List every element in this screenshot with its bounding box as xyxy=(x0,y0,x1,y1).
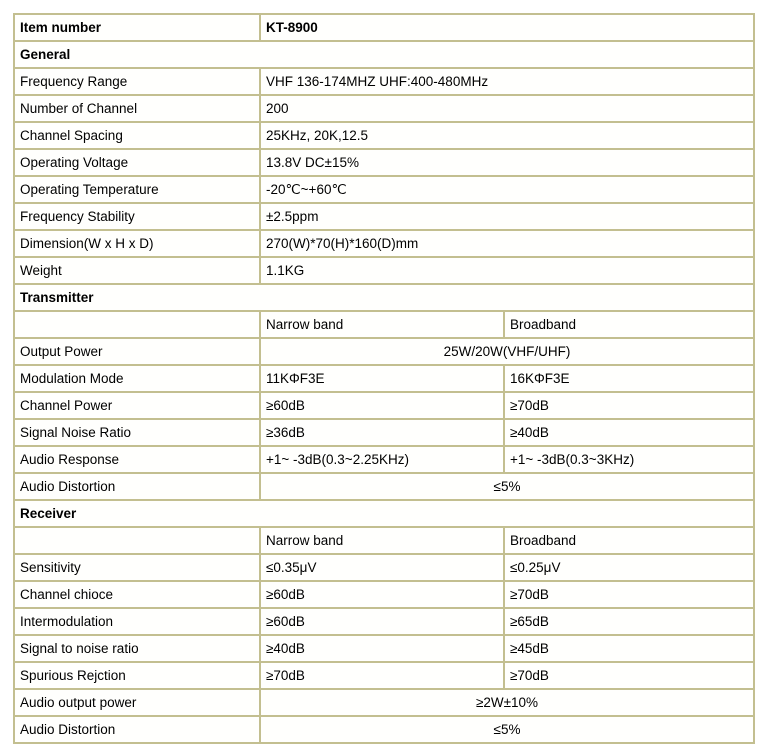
row-value: KT-8900 xyxy=(260,14,754,41)
row-value-broadband: ≥65dB xyxy=(504,608,754,635)
row-value-merged: 25W/20W(VHF/UHF) xyxy=(260,338,754,365)
row-label-blank xyxy=(14,311,260,338)
row-label: Signal Noise Ratio xyxy=(14,419,260,446)
row-value-broadband: ≥70dB xyxy=(504,662,754,689)
column-header-broadband: Broadband xyxy=(504,527,754,554)
table-row xyxy=(14,635,754,662)
table-row xyxy=(14,662,754,689)
table-row xyxy=(14,419,754,446)
table-row xyxy=(14,608,754,635)
row-value: VHF 136-174MHZ UHF:400-480MHz xyxy=(260,68,754,95)
row-value-broadband: ≤0.25μV xyxy=(504,554,754,581)
row-label: Frequency Range xyxy=(14,68,260,95)
row-value-broadband: ≥70dB xyxy=(504,581,754,608)
row-value-merged: ≤5% xyxy=(260,473,754,500)
row-label: Channel chioce xyxy=(14,581,260,608)
row-label: Channel Power xyxy=(14,392,260,419)
table-row xyxy=(14,95,754,122)
table-row xyxy=(14,716,754,743)
table-row xyxy=(14,500,754,527)
table-row xyxy=(14,122,754,149)
table-row xyxy=(14,41,754,68)
specifications-table xyxy=(13,13,755,744)
row-value-narrow-band: ≥60dB xyxy=(260,392,504,419)
row-value-broadband: 16KΦF3E xyxy=(504,365,754,392)
row-label: Audio Distortion xyxy=(14,473,260,500)
row-value-merged: ≤5% xyxy=(260,716,754,743)
row-label: Operating Temperature xyxy=(14,176,260,203)
row-label: Output Power xyxy=(14,338,260,365)
table-row xyxy=(14,689,754,716)
table-row xyxy=(14,68,754,95)
row-value-narrow-band: ≥36dB xyxy=(260,419,504,446)
row-value-narrow-band: ≥70dB xyxy=(260,662,504,689)
row-label: Spurious Rejction xyxy=(14,662,260,689)
row-label: Signal to noise ratio xyxy=(14,635,260,662)
row-value: 1.1KG xyxy=(260,257,754,284)
row-label: Dimension(W x H x D) xyxy=(14,230,260,257)
row-label: Intermodulation xyxy=(14,608,260,635)
row-value: ±2.5ppm xyxy=(260,203,754,230)
table-row xyxy=(14,284,754,311)
section-heading: General xyxy=(14,41,754,68)
table-row xyxy=(14,14,754,41)
table-row xyxy=(14,311,754,338)
table-row xyxy=(14,527,754,554)
row-value-narrow-band: ≥60dB xyxy=(260,581,504,608)
row-value-merged: ≥2W±10% xyxy=(260,689,754,716)
specifications-table-body xyxy=(14,14,754,743)
section-heading: Transmitter xyxy=(14,284,754,311)
row-label: Modulation Mode xyxy=(14,365,260,392)
row-label: Audio output power xyxy=(14,689,260,716)
row-label: Channel Spacing xyxy=(14,122,260,149)
row-value-broadband: ≥40dB xyxy=(504,419,754,446)
row-value-narrow-band: ≥40dB xyxy=(260,635,504,662)
row-label: Weight xyxy=(14,257,260,284)
row-value: 200 xyxy=(260,95,754,122)
table-row xyxy=(14,257,754,284)
row-label: Number of Channel xyxy=(14,95,260,122)
table-row xyxy=(14,176,754,203)
row-label: Sensitivity xyxy=(14,554,260,581)
row-value-broadband: +1~ -3dB(0.3~3KHz) xyxy=(504,446,754,473)
row-value-narrow-band: 11KΦF3E xyxy=(260,365,504,392)
column-header-narrow-band: Narrow band xyxy=(260,527,504,554)
table-row xyxy=(14,338,754,365)
row-value: 270(W)*70(H)*160(D)mm xyxy=(260,230,754,257)
table-row xyxy=(14,473,754,500)
table-row xyxy=(14,149,754,176)
row-value: 25KHz, 20K,12.5 xyxy=(260,122,754,149)
table-row xyxy=(14,365,754,392)
row-value-narrow-band: ≤0.35μV xyxy=(260,554,504,581)
row-value: -20℃~+60℃ xyxy=(260,176,754,203)
column-header-narrow-band: Narrow band xyxy=(260,311,504,338)
row-label-blank xyxy=(14,527,260,554)
table-row xyxy=(14,230,754,257)
table-row xyxy=(14,203,754,230)
section-heading: Receiver xyxy=(14,500,754,527)
row-value-narrow-band: ≥60dB xyxy=(260,608,504,635)
row-label: Operating Voltage xyxy=(14,149,260,176)
column-header-broadband: Broadband xyxy=(504,311,754,338)
row-label: Audio Response xyxy=(14,446,260,473)
row-value-broadband: ≥70dB xyxy=(504,392,754,419)
row-label: Frequency Stability xyxy=(14,203,260,230)
row-value-broadband: ≥45dB xyxy=(504,635,754,662)
table-row xyxy=(14,392,754,419)
row-value: 13.8V DC±15% xyxy=(260,149,754,176)
row-value-narrow-band: +1~ -3dB(0.3~2.25KHz) xyxy=(260,446,504,473)
table-row xyxy=(14,446,754,473)
row-label: Item number xyxy=(14,14,260,41)
table-row xyxy=(14,581,754,608)
table-row xyxy=(14,554,754,581)
row-label: Audio Distortion xyxy=(14,716,260,743)
